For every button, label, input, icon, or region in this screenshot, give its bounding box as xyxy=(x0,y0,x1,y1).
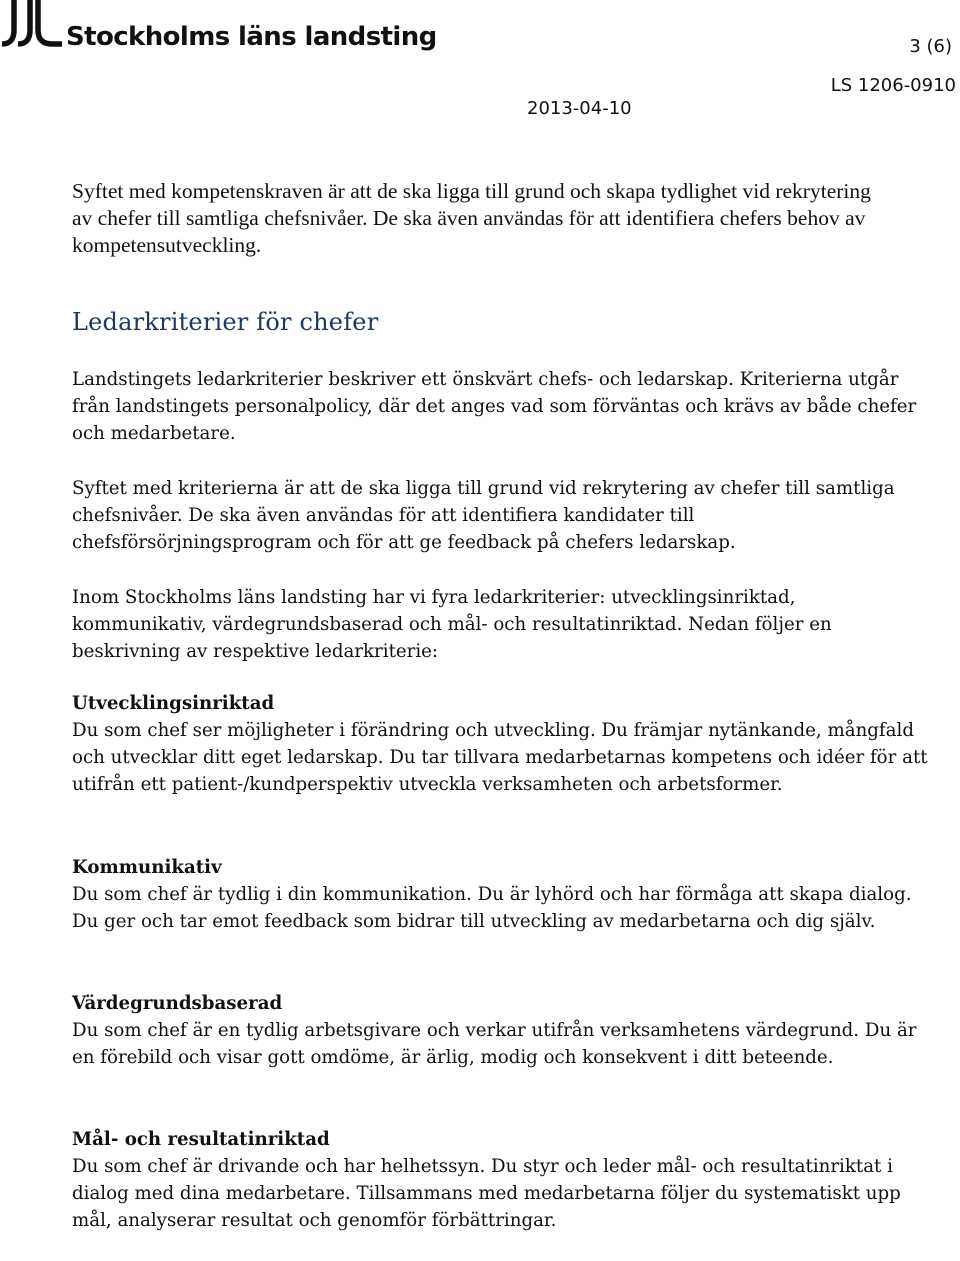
document-date: 2013-04-10 xyxy=(527,98,632,119)
paragraph-description: Landstingets ledarkriterier beskriver ett önskvärt chefs- och ledarskap. Kriterierna utgår från landstingets personalpolicy, där det anges vad som förväntas och krävs av både chefer och medarbetare. xyxy=(72,369,917,444)
criterion-development xyxy=(72,690,932,798)
criterion-goal-oriented xyxy=(72,1126,932,1234)
criterion-text: Du som chef är en tydlig arbetsgivare och verkar utifrån verksamhetens värdegrund. Du är en förebild och visar gott omdöme, är ärlig, modig och konsekvent i ditt beteende. xyxy=(72,1020,917,1068)
page-number: 3 (6) xyxy=(909,36,952,57)
criterion-text: Du som chef är drivande och har helhetssyn. Du styr och leder mål- och resultatinriktat i dialog med dina medarbetare. Tillsammans med medarbetarna följer du systematiskt upp mål, analyserar resultat och genomför förbättringar. xyxy=(72,1156,901,1231)
section-heading: Ledarkriterier för chefer xyxy=(72,308,379,336)
organization-logo xyxy=(0,0,440,56)
criterion-title: Mål- och resultatinriktad xyxy=(72,1129,330,1150)
paragraph-purpose: Syftet med kriterierna är att de ska ligga till grund vid rekrytering av chefer till samtliga chefsnivåer. De ska även användas för att identifiera kandidater till chefsförsörjningsprogram och för att ge feedback på chefers ledarskap. xyxy=(72,478,895,553)
logo-wordmark: Stockholms läns landsting xyxy=(66,22,437,52)
criterion-title: Värdegrundsbaserad xyxy=(72,993,283,1014)
criterion-communicative xyxy=(72,854,932,935)
intro-paragraph: Syftet med kompetenskraven är att de ska ligga till grund och skapa tydlighet vid rekrytering av chefer till samtliga chefsnivåer. De ska även användas för att identifiera chefers behov av kompetensutveckling. xyxy=(72,179,871,257)
criterion-text: Du som chef är tydlig i din kommunikation. Du är lyhörd och har förmåga att skapa dialog. Du ger och tar emot feedback som bidrar till utveckling av medarbetarna och dig själv. xyxy=(72,884,912,932)
sll-logo-icon xyxy=(0,0,64,52)
criterion-title: Kommunikativ xyxy=(72,857,222,878)
document-reference: LS 1206-0910 xyxy=(830,75,956,96)
paragraph-criteria-overview: Inom Stockholms läns landsting har vi fyra ledarkriterier: utvecklingsinriktad, kommunikativ, värdegrundsbaserad och mål- och resultatinriktad. Nedan följer en beskrivning av respektive ledarkriterie: xyxy=(72,587,832,662)
criterion-values-based xyxy=(72,990,932,1071)
criterion-text: Du som chef ser möjligheter i förändring och utveckling. Du främjar nytänkande, mångfald och utvecklar ditt eget ledarskap. Du tar tillvara medarbetarnas kompetens och idéer för att utifrån ett patient-/kundperspektiv utveckla verksamheten och arbetsformer. xyxy=(72,720,928,795)
criterion-title: Utvecklingsinriktad xyxy=(72,693,275,714)
